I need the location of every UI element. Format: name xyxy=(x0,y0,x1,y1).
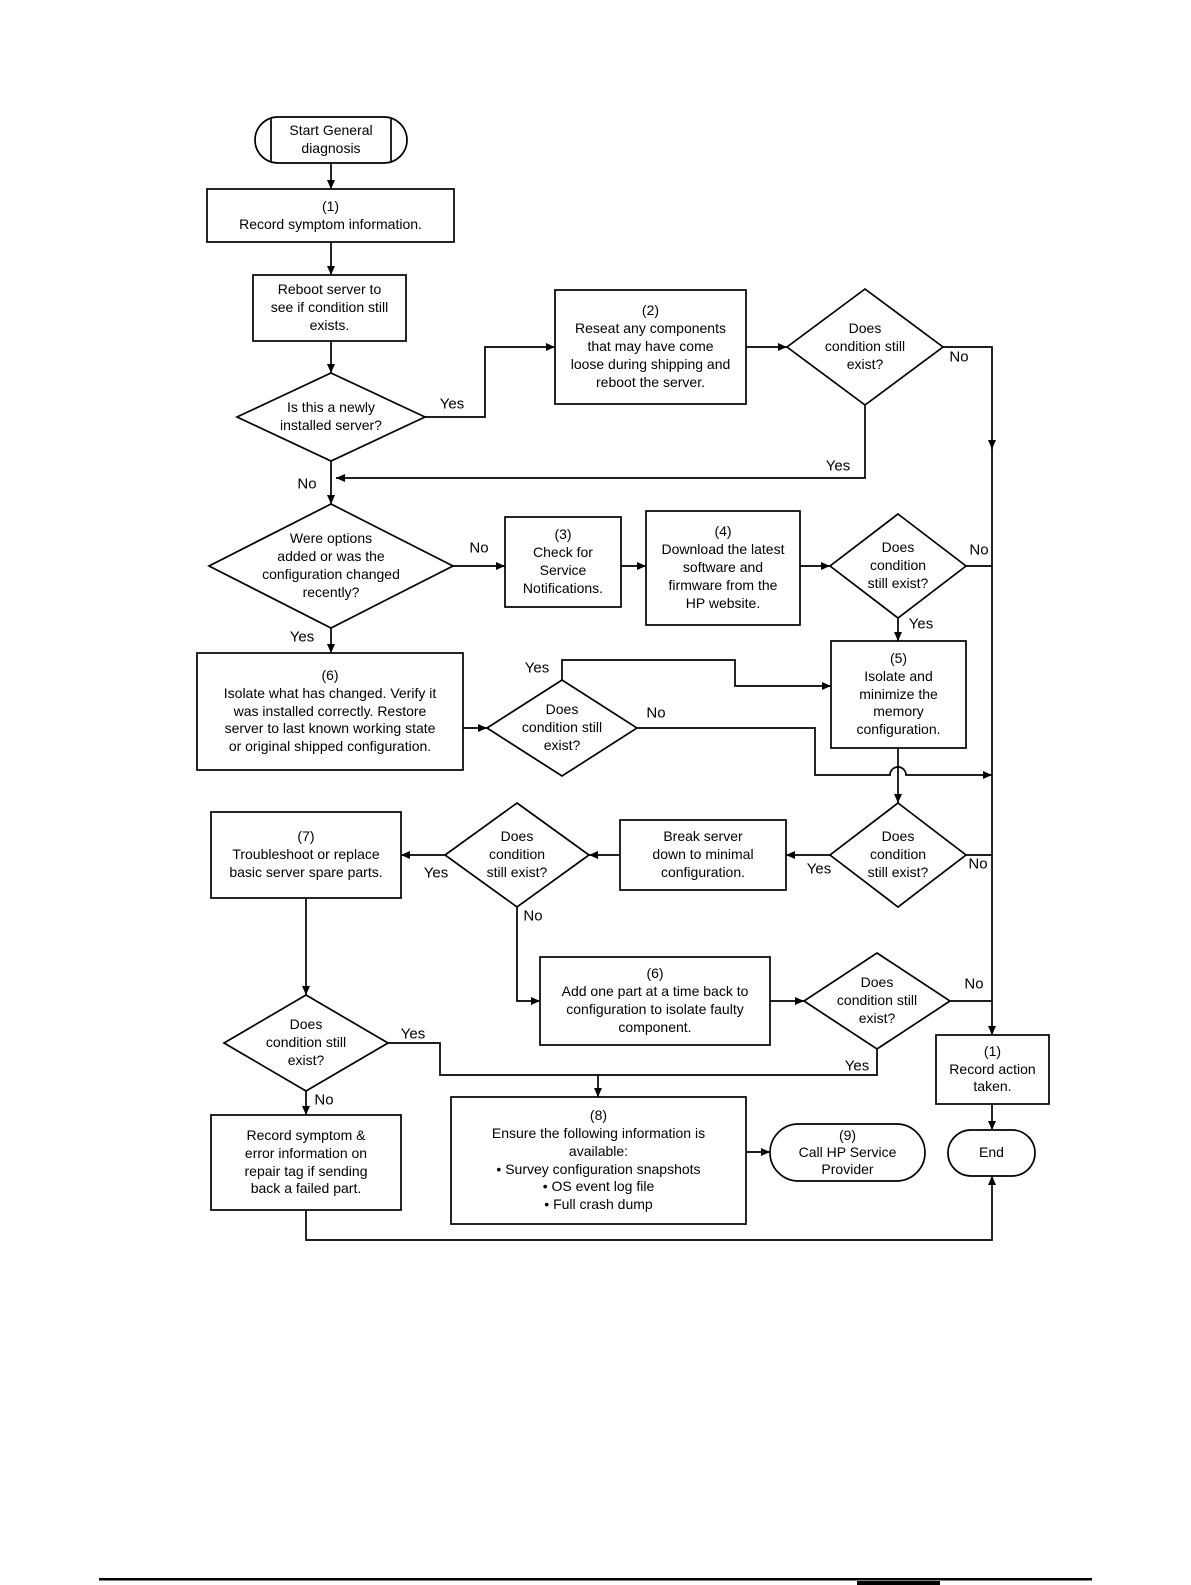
edge-label-break-no: No xyxy=(523,907,543,925)
edge-label-options-no: No xyxy=(469,539,489,557)
node-call-hp: (9) Call HP Service Provider xyxy=(798,1127,897,1177)
node-isolate-changed: (6) Isolate what has changed. Verify it was installed correctly. Restore server to last known working state or original shipped configuration. xyxy=(223,666,437,755)
edge-cond-isolate-yes-to-memory xyxy=(562,660,831,686)
shape-cond-after-break-decision xyxy=(445,803,589,907)
shape-ensure-info xyxy=(451,1097,746,1224)
node-reseat: (2) Reseat any components that may have come loose during shipping and reboot the server. xyxy=(570,302,731,390)
node-troubleshoot: (7) Troubleshoot or replace basic server spare parts. xyxy=(229,828,383,880)
node-check-notifications: (3) Check for Service Notifications. xyxy=(522,526,604,596)
shape-reseat xyxy=(555,290,746,404)
edge-label-troubleshoot-no: No xyxy=(314,1091,334,1109)
shape-record-repair-tag xyxy=(211,1115,401,1210)
shape-check-notifications xyxy=(505,517,621,607)
shape-record-symptom xyxy=(207,189,454,242)
node-cond-after-download: Does condition still exist? xyxy=(867,539,929,591)
shape-cond-after-download-decision xyxy=(830,514,966,618)
node-newly-installed: Is this a newly installed server? xyxy=(280,399,382,433)
node-cond-after-break: Does condition still exist? xyxy=(486,828,548,880)
edge-cond-add-yes-to-ensure xyxy=(598,1049,877,1097)
node-ensure-info: (8) Ensure the following information is available: • Survey configuration snapshots • OS event log file • Full crash dump xyxy=(491,1106,706,1213)
shape-break-down xyxy=(620,820,786,890)
shape-options-changed-decision xyxy=(209,504,453,628)
node-cond-after-isolate: Does condition still exist? xyxy=(521,701,603,753)
node-reboot: Reboot server to see if condition still exists. xyxy=(270,281,389,333)
shape-reboot xyxy=(253,275,406,341)
node-record-action: (1) Record action taken. xyxy=(949,1042,1036,1095)
node-cond-after-memory: Does condition still exist? xyxy=(867,828,929,880)
edge-label-troubleshoot-yes: Yes xyxy=(400,1025,426,1043)
edge-label-add-no: No xyxy=(964,975,984,993)
edge-label-isolate-no: No xyxy=(646,704,666,722)
edge-label-break-yes: Yes xyxy=(423,864,449,882)
edge-label-add-yes: Yes xyxy=(844,1057,870,1075)
node-options-changed: Were options added or was the configuration changed recently? xyxy=(262,530,400,600)
edge-label-newly-yes: Yes xyxy=(439,395,465,413)
edge-label-download-no: No xyxy=(969,541,989,559)
edge-label-memory-yes: Yes xyxy=(806,860,832,878)
shape-add-one-part xyxy=(540,957,770,1045)
shape-cond-after-add-decision xyxy=(804,953,950,1049)
shape-newly-installed-decision xyxy=(237,373,425,461)
shape-minimize-memory xyxy=(831,641,966,748)
shape-download xyxy=(646,511,800,625)
node-download: (4) Download the latest software and firmware from the HP website. xyxy=(661,523,785,611)
shape-cond-after-memory-decision xyxy=(830,803,966,907)
shape-record-action xyxy=(936,1035,1049,1104)
node-end: End xyxy=(979,1144,1004,1161)
shape-troubleshoot xyxy=(211,812,401,898)
edge-label-newly-no: No xyxy=(297,475,317,493)
node-add-one-part: (6) Add one part at a time back to configuration to isolate faulty component. xyxy=(561,965,749,1035)
page-footer-rule xyxy=(99,1578,1092,1585)
node-minimize-memory: (5) Isolate and minimize the memory configuration. xyxy=(856,649,941,738)
node-record-symptom: (1) Record symptom information. xyxy=(239,197,422,232)
node-cond-after-reseat: Does condition still exist? xyxy=(824,320,906,372)
edge-label-reseat-no: No xyxy=(949,348,969,366)
shape-cond-after-troubleshoot-decision xyxy=(224,995,388,1091)
edge-label-download-yes: Yes xyxy=(908,615,934,633)
shape-cond-after-reseat-decision xyxy=(787,289,943,405)
node-start: Start General diagnosis xyxy=(289,122,373,156)
shape-start-terminator xyxy=(255,117,407,163)
node-shapes xyxy=(197,117,1049,1224)
edge-label-reseat-yes: Yes xyxy=(825,457,851,475)
edge-label-memory-no: No xyxy=(968,855,988,873)
shape-isolate-changed xyxy=(197,653,463,770)
shape-call-hp-terminator xyxy=(770,1124,925,1181)
edge-label-isolate-yes: Yes xyxy=(524,659,550,677)
edge-label-options-yes: Yes xyxy=(289,628,315,646)
node-cond-after-troubleshoot: Does condition still exist? xyxy=(265,1016,347,1068)
node-record-repair-tag: Record symptom & error information on repair tag if sending back a failed part. xyxy=(244,1126,368,1197)
node-break-down: Break server down to minimal configuration. xyxy=(652,828,754,880)
shape-cond-after-isolate-decision xyxy=(487,680,637,776)
shape-end-terminator xyxy=(948,1130,1035,1176)
cutoff-footer-text xyxy=(857,1581,940,1585)
edge-cond-troubleshoot-yes-join xyxy=(388,1043,598,1075)
node-cond-after-add: Does condition still exist? xyxy=(836,974,918,1026)
